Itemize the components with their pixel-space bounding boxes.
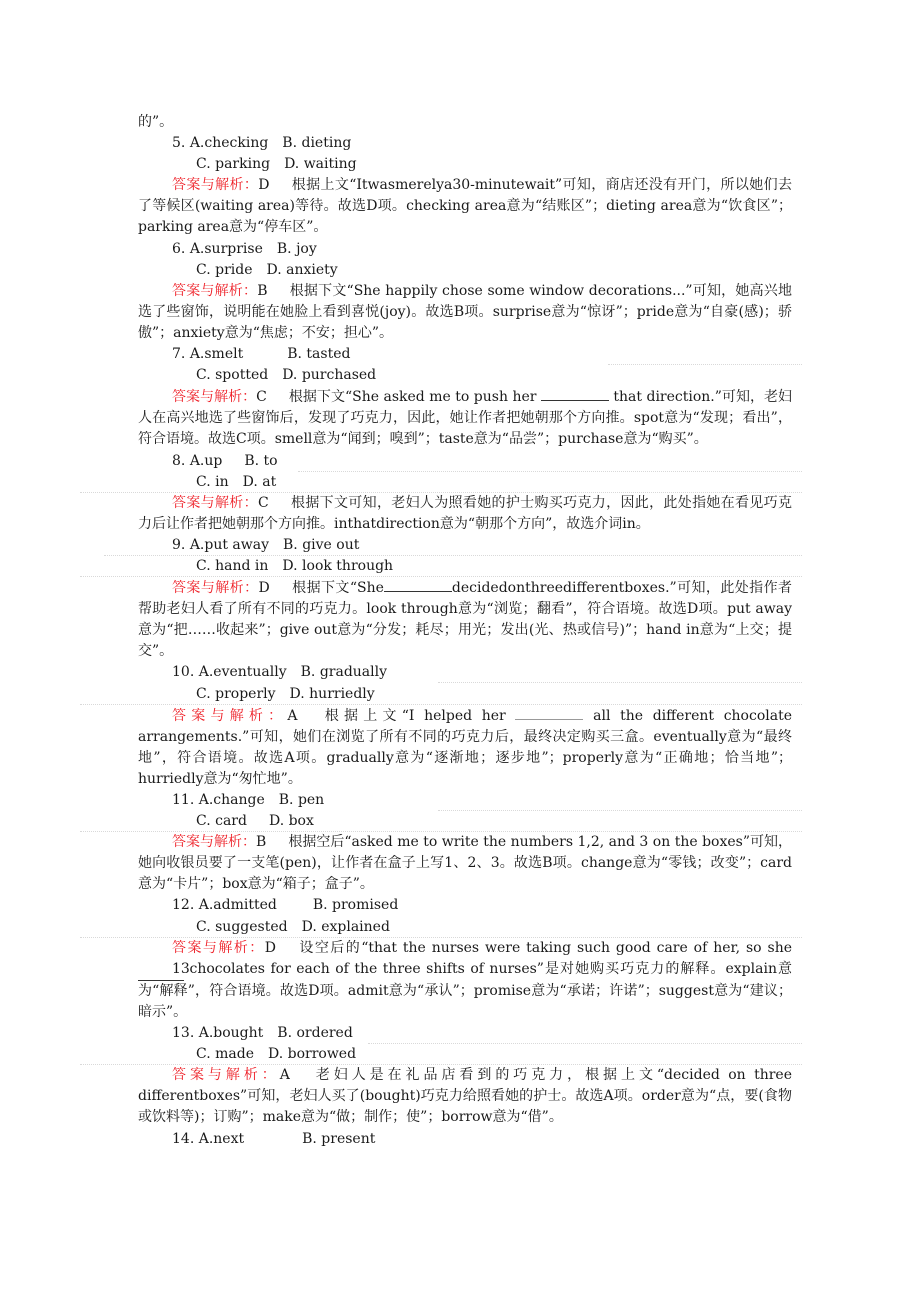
answer-letter: A: [279, 1067, 290, 1084]
question-11-options-cd: [138, 811, 792, 832]
option-b: B. joy: [276, 240, 317, 257]
option-b: B. to: [244, 452, 278, 469]
question-7-explanation: [138, 386, 792, 450]
blank-line: [541, 386, 609, 401]
option-c: C. in: [196, 473, 229, 490]
answer-label: 答案与解析：: [172, 834, 257, 851]
explanation-text-pre: 设空后的“that the nurses were taking such good care of her, so she: [297, 939, 793, 956]
option-b: B. give out: [283, 536, 360, 553]
question-number: 8.: [172, 452, 186, 469]
question-13-explanation: [138, 1065, 792, 1128]
option-c: C. pride: [196, 261, 253, 278]
question-number: 11.: [172, 792, 195, 808]
option-d: D. borrowed: [267, 1046, 357, 1063]
blank-number: 13: [138, 959, 184, 981]
question-number: 13.: [172, 1025, 195, 1042]
option-a: A.bought: [198, 1025, 264, 1042]
explanation-text-post: chocolates for each of the three shifts of nurses”是对她购买巧克力的解释。explain意为“解释”，符合语境。故选D项。admit意为“承认”；promise意为“承诺；许诺”；suggest意为“建议；暗示”。: [138, 960, 793, 1020]
question-9-options-cd: [138, 556, 792, 577]
question-8-explanation: [138, 493, 792, 535]
question-6-options-cd: [138, 260, 792, 281]
explanation-text-post: decidedonthreedifferentboxes.”可知，此处指作者帮助老妇人看了所有不同的巧克力。look through意为“浏览；翻看”，符合语境。故选D项。put away意为“把……收起来”；give out意为“分发；耗尽；用光；发出(光、热或信号)”；hand in意为“上交；提交”。: [138, 580, 793, 660]
answer-label: 答案与解析：: [172, 707, 288, 724]
question-number: 12.: [172, 897, 195, 914]
option-c: C. hand in: [196, 557, 269, 574]
option-d: D. look through: [282, 557, 394, 574]
question-number: 14.: [172, 1130, 195, 1147]
answer-label: 答案与解析：: [172, 389, 257, 406]
option-c: C. made: [196, 1046, 254, 1063]
answer-letter: B: [257, 282, 268, 299]
option-a: A.checking: [189, 135, 269, 152]
document-page: [138, 112, 792, 1150]
question-11-options-ab: [138, 790, 792, 811]
question-number: 5.: [172, 135, 186, 152]
option-d: D. explained: [301, 918, 390, 935]
answer-label: 答案与解析：: [172, 494, 258, 511]
question-5-options-cd: [138, 154, 792, 175]
explanation-text: 根据下文可知，老妇人为照看她的护士购买巧克力，因此，此处指她在看见巧克力后让作者把她朝那个方向推。inthatdirection意为“朝那个方向”，故选介词in。: [138, 494, 793, 532]
option-c: C. suggested: [196, 918, 288, 935]
explanation-text-post: all the different chocolate arrangements.”可知，她们在浏览了所有不同的巧克力后，最终决定购买三盒。eventually意为“最终地”，符合语境。故选A项。gradually意为“逐渐地；逐步地”；properly意为“正确地；恰当地”；hurriedly意为“匆忙地”。: [138, 707, 792, 787]
question-13-options-cd: [138, 1044, 792, 1065]
explanation-text-post: that direction.”可知，老妇人在高兴地选了些窗饰后，发现了巧克力，因此，她让作者把她朝那个方向推。spot意为“发现；看出”，符合语境。故选C项。smell意为“闻到；嗅到”；taste意为“品尝”；purchase意为“购买”。: [138, 389, 793, 448]
explanation-text: 根据下文“She happily chose some window decorations...”可知，她高兴地选了些窗饰，说明能在她脸上看到喜悦(joy)。故选B项。surprise意为“惊讶”；pride意为“自豪(感)；骄傲”；anxiety意为“焦虑；不安；担心”。: [138, 282, 792, 341]
option-c: C. parking: [196, 156, 271, 173]
question-12-options-ab: [138, 895, 792, 916]
question-number: 9.: [172, 536, 186, 553]
question-9-explanation: [138, 577, 792, 662]
option-c: C. card: [196, 813, 247, 830]
option-b: B. promised: [312, 897, 399, 914]
option-b: B. tasted: [287, 346, 351, 363]
question-number: 10.: [172, 664, 195, 681]
explanation-text: 老妇人是在礼品店看到的巧克力，根据上文“decided on three differentboxes”可知，老妇人买了(bought)巧克力给照看她的护士。故选A项。order意为“点，要(食物或饮料等)；订购”；make意为“做；制作；使”；borrow意为“借”。: [138, 1067, 792, 1126]
question-number: 7.: [172, 346, 186, 363]
option-b: B. ordered: [277, 1025, 353, 1042]
option-d: D. purchased: [282, 367, 377, 384]
option-a: A.surprise: [189, 240, 263, 257]
explanation-text: 根据空后“asked me to write the numbers 1,2, and 3 on the boxes”可知，她向收银员要了一支笔(pen)，让作者在盒子上写1、2、3。故选B项。change意为“零钱；改变”；card意为“卡片”；box意为“箱子；盒子”。: [138, 834, 792, 893]
question-13-options-ab: [138, 1023, 792, 1044]
option-a: A.put away: [189, 536, 270, 553]
answer-label: 答案与解析：: [172, 939, 265, 956]
option-b: B. gradually: [300, 664, 388, 681]
question-10-options-cd: [138, 684, 792, 705]
option-a: A.admitted: [198, 897, 277, 914]
question-5-options-ab: [138, 133, 792, 154]
option-d: D. at: [242, 473, 277, 490]
answer-letter: D: [258, 580, 270, 597]
option-a: A.change: [198, 792, 265, 808]
option-a: A.next: [198, 1130, 245, 1147]
question-14-options-ab: [138, 1129, 792, 1150]
explanation-text-pre: 根据下文“She asked me to push her: [288, 389, 537, 406]
question-7-options-cd: [138, 365, 792, 386]
question-10-explanation: [138, 705, 792, 790]
answer-letter: A: [287, 707, 298, 724]
answer-letter: C: [256, 389, 267, 406]
answer-label: 答案与解析：: [172, 177, 259, 194]
question-number: 6.: [172, 240, 186, 257]
intro-tail: 的”。: [138, 114, 174, 130]
explanation-text: 根据上文“Itwasmerelya30-minutewait”可知，商店还没有开门，所以她们去了等候区(waiting area)等待。故选D项。checking area意为“结账区”；dieting area意为“饮食区”；parking area意为“停车区”。: [138, 177, 792, 236]
answer-label: 答案与解析：: [172, 580, 259, 597]
option-c: C. properly: [196, 685, 276, 702]
answer-label: 答案与解析：: [172, 1067, 280, 1084]
explanation-text-pre: 根据下文“She: [291, 580, 384, 597]
question-8-options-ab: [138, 451, 792, 472]
option-d: D. hurriedly: [289, 685, 375, 702]
question-11-explanation: [138, 832, 792, 895]
answer-letter: D: [264, 939, 276, 956]
question-12-options-cd: [138, 917, 792, 938]
question-6-options-ab: [138, 239, 792, 260]
option-a: A.up: [189, 452, 223, 469]
question-10-options-ab: [138, 662, 792, 683]
option-a: A.eventually: [198, 664, 287, 681]
option-a: A.smelt: [189, 346, 244, 363]
question-5-explanation: [138, 175, 792, 238]
option-b: B. dieting: [282, 135, 352, 152]
option-d: D. anxiety: [266, 261, 338, 278]
answer-letter: C: [257, 494, 269, 511]
answer-letter: B: [256, 834, 267, 851]
question-9-options-ab: [138, 535, 792, 556]
option-d: D. waiting: [284, 156, 357, 173]
question-7-options-ab: [138, 344, 792, 365]
answer-letter: D: [258, 177, 270, 194]
option-b: B. pen: [278, 792, 325, 808]
answer-label: 答案与解析：: [172, 282, 258, 299]
option-d: D. box: [268, 813, 314, 830]
option-b: B. present: [302, 1130, 376, 1147]
blank-line: [515, 705, 583, 720]
explanation-text-pre: 根据上文“I helped her: [319, 707, 506, 724]
question-12-explanation: [138, 938, 792, 1023]
blank-line: [384, 577, 452, 592]
question-8-options-cd: [138, 472, 792, 493]
option-c: C. spotted: [196, 367, 269, 384]
question-6-explanation: [138, 281, 792, 344]
